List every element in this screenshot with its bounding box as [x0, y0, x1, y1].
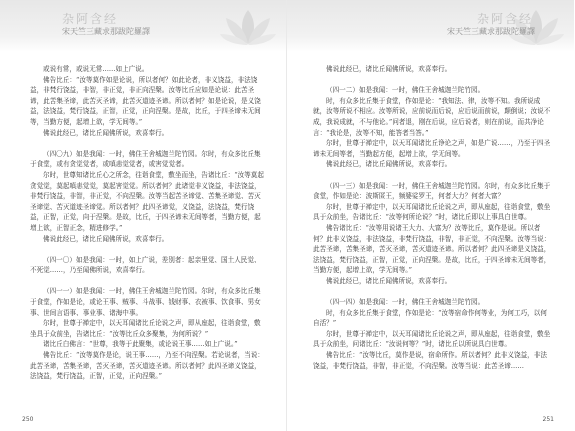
paragraph: （四一一）如是我闻：一时，佛住王舍城迦兰陀竹园。尔时，有众多比丘集于食堂，作如是论，或论王事、贼事、斗战事、钱财事、衣被事、饮食事、男女事、世间言语事、事业事、诸海中事。 [30, 287, 261, 317]
paragraph: 尔时，世尊于禅定中，以天耳闻诸比丘论说之声，即从座起，往诣食堂，敷坐具于众前坐，告诸比丘：“汝等何所论说？”时，诸比丘即以上事具白世尊。 [313, 202, 551, 222]
paragraph: 佛告比丘：“汝等比丘，莫作是说，宿命所作。所以者何？此非义饶益，非法饶益，非梵行饶益，非智，非正觉，不向涅槃。汝等当说：此苦圣谛…… [313, 351, 547, 370]
paragraph: （四一三）如是我闻：一时，佛住王舍城迦兰陀竹园。尔时，有众多比丘集于食堂，作如是论：波斯匿王，频婆娑罗王，何者大力？何者大富？ [313, 181, 551, 201]
page-number: 251 [542, 416, 554, 423]
paragraph: 佛告比丘：“汝等莫作是论，说王事……，乃至不向涅槃。若论说者，当说：此苦圣谛，苦集圣谛，苦灭圣谛，苦灭道迹圣谛。所以者何？此四圣谛义饶益，法饶益，梵行饶益，正智，正觉，正向涅槃。” [30, 351, 264, 381]
paragraph-gap [313, 286, 552, 297]
paragraph: 佛告比丘：“汝等莫作如是论说，所以者何？如此论者，非义饶益，非法饶益，非梵行饶益，非智，非正觉，非正向涅槃。汝等比丘应如是论说：此苦圣谛，此苦集圣谛，此苦灭圣谛，此苦灭道迹圣谛。所以者何？如是论说，是义饶益，法饶益，梵行饶益，正智，正觉，正向涅槃。是故，比丘，于四圣谛未无间等，当勤方便，起增上欲，学无间等。” [30, 75, 261, 126]
page-header [287, 0, 574, 52]
paragraph-gap [30, 276, 266, 287]
header-subtitle: 宋天竺三藏求那跋陀羅譯 [447, 27, 535, 36]
header-title: 杂阿含经 [62, 12, 119, 26]
paragraph-gap [313, 75, 552, 86]
paragraph: 尔时，世尊知诸比丘心之所念，往诣食堂，敷坐而坐，告诸比丘：“汝等莫起贪觉觉，莫起嗔恚觉觉，莫起害觉觉。所以者何？此诸觉非义饶益，非法饶益，非梵行饶益，非智，非正觉，不向涅槃。汝等当起苦圣谛觉、苦集圣谛觉、苦灭圣谛觉、苦灭道迹圣谛觉。所以者何？此四圣谛觉，义饶益，法饶益，梵行饶益，正智，正觉，向于涅槃。是故，比丘，于四圣谛未无间等者，当勤方便，起增上欲，正智正念，精进修学。” [30, 170, 264, 232]
page-body [313, 64, 552, 371]
paragraph: 时，有众多比丘集于食堂，作如是论：“我知法、律，汝等不知。我所说成就，汝等所说不相应。汝等所说，应前说而后说，应后说而前说，颠倒说；汝说不成，我说成就，不与他论。”问者退，刚在后说，应后说者，则在前说，而共净论言：“我论是，汝等不知，能答者当答。” [313, 96, 551, 137]
paragraph: （四一四）如是我闻：一时，佛住王舍城迦兰陀竹园。 [326, 298, 485, 307]
page-header [0, 0, 286, 52]
header-title: 杂阿含经 [477, 12, 534, 26]
paragraph: 尔时，世尊于禅定中，以天耳闻诸比丘论说之声，即从座起，往诣食堂，敷坐具于众前坐，告诸比丘：“汝等比丘众多聚集，为何所说？” [30, 319, 261, 338]
paragraph: 时，有众多比丘集于食堂，作如是论：“汝等宿命作何等业，为何工巧，以何自活？” [313, 308, 547, 328]
paragraph: （四〇九）如是我闻：一时，佛住王舍城迦兰陀竹园。尔时，有众多比丘集于食堂，或有贪觉觉者，或嗔恚觉觉者，或害觉觉者。 [30, 149, 261, 169]
paragraph: 尔时，世尊于禅定中，以天耳闻诸比丘诤论之声，如是广说……，乃至于四圣谛未无间等者，当勤起方便，起增上欲，学无间等。 [313, 139, 551, 158]
paragraph: （四一二）如是我闻：一时，佛住王舍城迦兰陀竹园。 [326, 86, 485, 95]
page-body [30, 64, 266, 382]
header-subtitle: 宋天竺三藏求那跋陀羅譯 [62, 27, 150, 36]
paragraph: 佛说此经已，诸比丘闻佛所说，欢喜奉行。 [326, 160, 452, 169]
paragraph: 佛说此经已，诸比丘闻佛所说，欢喜奉行。 [326, 65, 452, 73]
page-number: 250 [22, 416, 34, 423]
right-page [287, 0, 574, 431]
left-page [0, 0, 287, 431]
paragraph: （四一〇）如是我闻：一时，如上广说，差别者：起亲里觉、国土人民觉、不死觉……，乃至闻佛所说，欢喜奉行。 [30, 255, 261, 275]
paragraph: 或说有常，或说无常……如上广说。 [43, 65, 149, 73]
paragraph-gap [30, 244, 266, 255]
paragraph-gap [30, 138, 266, 149]
paragraph: 佛说此经已，诸比丘闻佛所说，欢喜奉行。 [43, 128, 169, 137]
paragraph: 佛说此经已，诸比丘闻佛所说，欢喜奉行。 [326, 276, 452, 285]
paragraph: 佛告诸比丘：“汝等用说诸王大力、大富为？汝等比丘，莫作是说。所以者何？此非义饶益，非法饶益，非梵行饶益，非智，非正觉，不向涅槃。汝等当说：此苦圣谛，苦集圣谛，苦灭圣谛，苦灭道迹圣谛。所以者何？此四圣谛是义饶益，法饶益，梵行饶益，正智，正觉，正向涅槃。是故，比丘，于四圣谛未无间等者，当勤方便，起增上欲，学无间等。” [313, 223, 551, 275]
paragraph-gap [313, 170, 552, 181]
paragraph: 尔时，世尊于禅定中，以天耳闻诸比丘论说之声，即从座起，往诣食堂，敷坐具于众前坐，问诸比丘：“汝说何等？”时，诸比丘以所说具白世尊。 [313, 329, 551, 349]
paragraph: 诸比丘白佛言：“世尊，我等于此聚集，或论说王事……如上广说。” [43, 340, 238, 349]
lotus-icon [218, 4, 278, 48]
paragraph: 佛说此经已，诸比丘闻佛所说，欢喜奉行。 [43, 234, 169, 243]
